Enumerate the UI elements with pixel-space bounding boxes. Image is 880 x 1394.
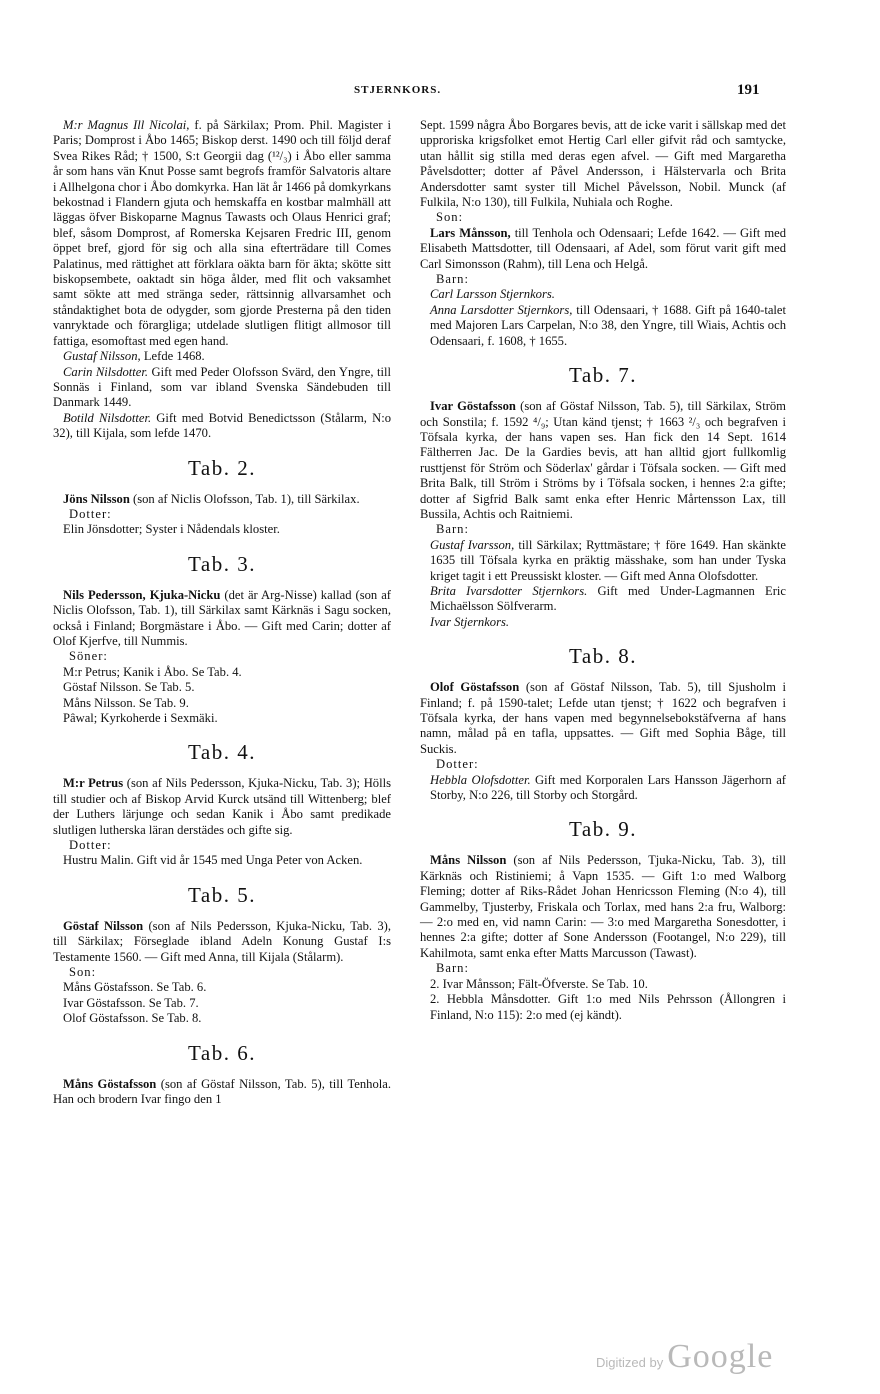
list-item — [420, 538, 786, 584]
subheading: Söner: — [69, 649, 108, 664]
paragraph-text: till Tenhola och Odensaari; Lefde 1642. — Gift med Elisabeth Mattsdotter, till Odensaari, af Adel, som förut varit gift med Carl Simonsson (Rahm), till Lena och Helgå. — [420, 225, 786, 271]
person-name: M:r Petrus — [63, 776, 124, 791]
paragraph-text: (son af Niclis Olofsson, Tab. 1), till Särkilax. — [133, 491, 360, 506]
person-name: Lars Månsson, — [430, 225, 511, 240]
paragraph-text: (son af Nils Pedersson, Tjuka-Nicku, Tab. 3), till Kärknäs och Ristiniemi; å Vapn 1535. — Gift 1:o med Walborg Fleming; dotter af Riks-Rådet Johan Henricsson Fleming (N:o 4), till Gammelby, Tjusterby, Friskala och Torlax, med hans 2:a fru, Walborg: — 2:o med en, vid namn Carin: — 3:o med Margaretha Sonesdotter, i hennes 2:a gifte; dotter af Sone Andersson (Footangel, N:o 229), till Kahilmota, samt enka efter Matts Marcusson (Tawast). — [420, 853, 786, 960]
person-name: M:r Magnus Ill Nicolai, — [63, 118, 190, 132]
list-item — [420, 303, 786, 349]
list-item: Ivar Göstafsson. Se Tab. 7. — [63, 995, 199, 1010]
person-name: Jöns Nilsson — [63, 491, 130, 506]
list-item: M:r Petrus; Kanik i Åbo. Se Tab. 4. — [63, 664, 242, 679]
paragraph-text: Gift med Peder Olofsson Svärd, den Yngre, till Sonnäs i Finland, som var ibland Svenska Sändebuden till Danmark 1449. — [53, 364, 391, 410]
google-logo: Google — [667, 1338, 774, 1375]
paragraph-text: (son af Göstaf Nilsson, Tab. 5), till Sjusholm i Finland; f. på 1590-talet; Lefde utan tjenst; † 1622 och begrafven i Töfsala kyrka, der hans vapen med begynnelsebokstäfverna af hans namn, målad på en tafla, uppsattes. — Gift med Sophia Båge, till Suckis. — [420, 680, 786, 756]
tab-heading: Tab. 4. — [188, 740, 256, 765]
tab-heading: Tab. 2. — [188, 455, 256, 480]
paragraph: Sept. 1599 några Åbo Borgares bevis, att de icke varit i sällskap med det upproriska krigsfolket emot Hertig Carl eller gifvit råd och samtycke, utan hållit sig stilla med deras egen afvel. — Gift med Margaretha Påvelsdotter; dotter af Påvel Andersson, i Hälstervarla och Brita Andersdotter samt syster till Michel Påvelsson, Nobil. Munck (af Fulkila, N:o 130), till Fulkila, Nuhiala och Roghe. — [420, 118, 786, 210]
subheading: Son: — [436, 210, 464, 225]
page-header — [0, 82, 880, 102]
list-item — [420, 615, 786, 630]
digitized-by-label: Digitized by — [596, 1355, 664, 1370]
paragraph-text: till Särkilax; Ryttmästare; † före 1649. Han skänkte 1635 till Töfsala kyrka en präktig mässhake, som han under Tyska kriget tagit i ett Preussiskt kloster. — Gift med Anna Olofsdotter. — [430, 537, 786, 583]
list-item: 2. Hebbla Månsdotter. Gift 1:o med Nils Pehrsson (Ållongren i Finland, N:o 115): 2:o med (ej kändt). — [430, 992, 786, 1022]
tab-heading: Tab. 3. — [188, 551, 256, 576]
tab-heading: Tab. 8. — [569, 644, 637, 669]
person-name: Olof Göstafsson — [430, 680, 520, 695]
paragraph — [420, 853, 786, 961]
tab-heading: Tab. 5. — [188, 882, 256, 907]
subheading: Dotter: — [69, 506, 112, 521]
paragraph-text: f. på Särkilax; Prom. Phil. Magister i Paris; Domprost i Åbo 1465; Biskop derst. 1490 och till följd deraf Svea Rikes Råd; † 1500, S:t Georgii dag (¹²/₃) i Åbo eller samma år som hans vän Knut Posse samt begrofs framför Salvatoris altare i Allhelgona chor i Åbo domkyrka. Han lät år 1466 på domkyrkans bekostnad i Flandern gjuta och hemskaffa en kostbar malmhäll att läggas öfver Biskoparne Magnus Tawasts och Olaus Henrici graf; blef, såsom Domprost, af Romerska Kejsaren Fredric III, genom öppet bref, gjord för sig och alla sina efterträdare till Comes Palatinus, med rättighet att förklara oäkta barn för äkta; skötte sitt biskopsembete, oaktadt sin höga ålder, med flit och vaksamhet samt sökte att med stränga seder, rättsinnig allvarsamhet och ståndaktighet bota de odygder, som gjorde Presterna på den tiden vanryktade och förargliga; utdelade slutligen flitigt allmosor till fattiga, esomoftast med egen hand. — [53, 118, 391, 348]
person-name: Gustaf Ivarsson, — [430, 537, 515, 552]
right-column — [420, 118, 786, 1023]
list-item: Måns Göstafsson. Se Tab. 6. — [63, 980, 207, 995]
list-item — [420, 287, 786, 302]
paragraph-text: Gift med Korporalen Lars Hansson Jägerhorn af Storby, N:o 226, till Storby och Storgård. — [430, 772, 786, 803]
person-name: Måns Göstafsson — [63, 1076, 157, 1091]
person-name: Anna Larsdotter Stjernkors, — [430, 302, 573, 317]
paragraph — [53, 349, 391, 364]
person-name: Brita Ivarsdotter Stjernkors. — [430, 583, 588, 598]
subheading: Dotter: — [69, 838, 112, 853]
paragraph — [53, 411, 391, 442]
subheading: Dotter: — [436, 757, 479, 772]
paragraph — [53, 118, 391, 349]
paragraph-text: Lefde 1468. — [143, 349, 205, 364]
list-item — [420, 584, 786, 615]
subheading: Barn: — [436, 272, 469, 287]
list-item: Pâwal; Kyrkoherde i Sexmäki. — [63, 711, 218, 725]
person-name: Gustaf Nilsson, — [63, 349, 141, 364]
list-item: Göstaf Nilsson. Se Tab. 5. — [63, 680, 195, 695]
running-title: STJERNKORS. — [354, 84, 442, 96]
list-item — [420, 773, 786, 804]
tab-heading: Tab. 7. — [569, 363, 637, 388]
paragraph-text: (son af Nils Pedersson, Kjuka-Nicku, Tab. 3), till Särkilax; Förseglade ibland Adeln Konung Gustaf I:s Testamente 1560. — Gift med Anna, till Kijala (Stålarm). — [53, 918, 392, 964]
person-name: Göstaf Nilsson — [63, 918, 144, 933]
person-name: Ivar Göstafsson — [430, 399, 516, 414]
paragraph — [53, 776, 391, 838]
person-name: Ivar Stjernkors. — [430, 614, 510, 629]
paragraph — [53, 919, 391, 965]
list-item: Olof Göstafsson. Se Tab. 8. — [63, 1011, 202, 1026]
paragraph-text: till Odensaari, † 1688. Gift på 1640-talet med Majoren Lars Carpelan, N:o 38, den Yngre, till Wiais, Achtis och Odensaari, f. 1608, † 1655. — [430, 302, 786, 348]
paragraph — [53, 365, 391, 411]
person-name: Carl Larsson Stjernkors. — [430, 287, 555, 302]
digitized-by-watermark — [596, 1338, 773, 1376]
subheading: Barn: — [436, 522, 469, 537]
paragraph-text: Gift med Botvid Benedictsson (Stålarm, N:o 32), till Kijala, som lefde 1470. — [53, 410, 392, 441]
paragraph — [53, 1077, 391, 1108]
paragraph-text: (son af Göstaf Nilsson, Tab. 5), till Tenhola. Han och brodern Ivar fingo den 1 — [53, 1076, 391, 1107]
person-name: Nils Pedersson, Kjuka-Nicku — [63, 587, 221, 602]
person-name: Hebbla Olofsdotter. — [430, 772, 531, 787]
subheading: Barn: — [436, 961, 469, 976]
left-column — [53, 118, 391, 1108]
list-item: 2. Ivar Månsson; Fält-Öfverste. Se Tab. 10. — [430, 976, 648, 991]
paragraph-text: (son af Göstaf Nilsson, Tab. 5), till Särkilax, Ström och Sonstila; f. 1592 ⁴/₉; Utan känd tjenst; † 1663 ²/₃ och begrafven i Töfsala kyrka, der hans vapen ses. Han fick den 14 Sept. 1614 Fältherren Jac. De la Gardies bevis, att han alltid gjort fullkomlig rusttjenst för Ström och Söderlax' gårdar i Töfsala socken. — Gift med Brita Balk, till Ström i Ströms by i Töfsala socken, i hennes 2:a gifte; dotter af Sigfrid Balk samt enka efter Henric Mårtensson Lax, till Bussila, Achtis och Raitniemi. — [420, 399, 786, 521]
paragraph-text: Gift med Under-Lagmannen Eric Michaëlsson Sölfverarm. — [430, 583, 786, 614]
paragraph — [420, 680, 786, 757]
list-item: Hustru Malin. Gift vid år 1545 med Unga Peter von Acken. — [63, 853, 363, 868]
paragraph-text: (det är Arg-Nisse) kallad (son af Niclis Olofsson, Tab. 1), till Särkilax samt Kärknäs i Sagu socken, också i Finland; Borgmästare i Åbo. — Gift med Carin; dotter af Olof Kjerfve, till Nummis. — [53, 587, 391, 648]
list-item: Måns Nilsson. Se Tab. 9. — [63, 695, 189, 710]
tab-heading: Tab. 9. — [569, 817, 637, 842]
paragraph — [53, 588, 391, 650]
tab-heading: Tab. 6. — [188, 1040, 256, 1065]
paragraph — [53, 492, 391, 507]
person-name: Måns Nilsson — [430, 853, 507, 868]
page-number: 191 — [737, 82, 760, 98]
person-name: Carin Nilsdotter. — [63, 364, 149, 379]
person-name: Botild Nilsdotter. — [63, 410, 152, 425]
subheading: Son: — [69, 965, 97, 980]
paragraph — [420, 399, 786, 522]
list-item: Elin Jönsdotter; Syster i Nådendals kloster. — [63, 522, 280, 537]
paragraph — [420, 226, 786, 272]
paragraph-text: (son af Nils Pedersson, Kjuka-Nicku, Tab. 3); Hölls till studier och af Biskop Arvid Kurck utsänd till Wittenberg; blef der Luthers lärjunge och sedan Kanik i Åbo samt predikade slutligen lutherska läran derstädes och gifte sig. — [53, 776, 391, 837]
